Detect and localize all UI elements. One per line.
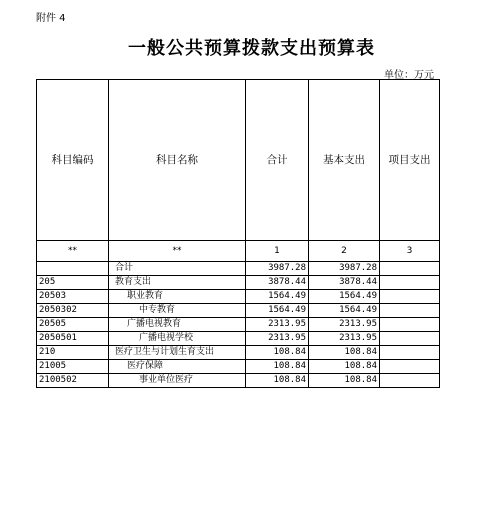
- cell-project: [380, 262, 440, 276]
- cell-total: 2313.95: [246, 318, 309, 332]
- cell-name: 合计: [109, 262, 246, 276]
- cell-basic: 2313.95: [309, 332, 380, 346]
- cell-basic: 108.84: [309, 360, 380, 374]
- cell-total: 2313.95: [246, 332, 309, 346]
- cell-code: 205: [37, 276, 109, 290]
- header-basic: 基本支出: [309, 80, 380, 241]
- table-row: [37, 360, 440, 374]
- cell-project: [380, 374, 440, 388]
- cell-code: [37, 262, 109, 276]
- cell-project: [380, 318, 440, 332]
- cell-basic: 1564.49: [309, 290, 380, 304]
- cell-name: 教育支出: [109, 276, 246, 290]
- index-total: 1: [246, 241, 309, 262]
- cell-name: 职业教育: [109, 290, 246, 304]
- header-project: 项目支出: [380, 80, 440, 241]
- table-index-row: [37, 241, 440, 262]
- cell-name: 事业单位医疗: [109, 374, 246, 388]
- cell-name: 医疗卫生与计划生育支出: [109, 346, 246, 360]
- table-row: [37, 304, 440, 318]
- cell-name: 中专教育: [109, 304, 246, 318]
- table-row: [37, 318, 440, 332]
- table-row: [37, 346, 440, 360]
- cell-total: 3987.28: [246, 262, 309, 276]
- cell-total: 3878.44: [246, 276, 309, 290]
- cell-project: [380, 304, 440, 318]
- header-name: 科目名称: [109, 80, 246, 241]
- table-row: [37, 276, 440, 290]
- cell-name: 广播电视学校: [109, 332, 246, 346]
- cell-project: [380, 360, 440, 374]
- budget-table: [36, 79, 440, 388]
- cell-basic: 3987.28: [309, 262, 380, 276]
- cell-total: 1564.49: [246, 290, 309, 304]
- cell-code: 20503: [37, 290, 109, 304]
- table-row: [37, 262, 440, 276]
- cell-code: 2050302: [37, 304, 109, 318]
- index-project: 3: [380, 241, 440, 262]
- page-title: 一般公共预算拨款支出预算表: [128, 38, 375, 59]
- cell-code: 21005: [37, 360, 109, 374]
- cell-basic: 2313.95: [309, 318, 380, 332]
- cell-project: [380, 276, 440, 290]
- header-total: 合计: [246, 80, 309, 241]
- header-code: 科目编码: [37, 80, 109, 241]
- cell-total: 108.84: [246, 346, 309, 360]
- cell-project: [380, 290, 440, 304]
- cell-code: 20505: [37, 318, 109, 332]
- cell-name: 医疗保障: [109, 360, 246, 374]
- cell-basic: 108.84: [309, 374, 380, 388]
- cell-basic: 3878.44: [309, 276, 380, 290]
- table-row: [37, 332, 440, 346]
- index-name: **: [109, 241, 246, 262]
- cell-project: [380, 346, 440, 360]
- cell-code: 2050501: [37, 332, 109, 346]
- cell-total: 1564.49: [246, 304, 309, 318]
- index-code: **: [37, 241, 109, 262]
- cell-code: 2100502: [37, 374, 109, 388]
- cell-name: 广播电视教育: [109, 318, 246, 332]
- unit-label: 单位：万元: [384, 70, 434, 81]
- cell-basic: 1564.49: [309, 304, 380, 318]
- table-header-row: [37, 80, 440, 241]
- index-basic: 2: [309, 241, 380, 262]
- cell-basic: 108.84: [309, 346, 380, 360]
- table-row: [37, 290, 440, 304]
- cell-total: 108.84: [246, 360, 309, 374]
- table-row: [37, 374, 440, 388]
- cell-project: [380, 332, 440, 346]
- cell-total: 108.84: [246, 374, 309, 388]
- attachment-label: 附件 4: [36, 13, 66, 24]
- cell-code: 210: [37, 346, 109, 360]
